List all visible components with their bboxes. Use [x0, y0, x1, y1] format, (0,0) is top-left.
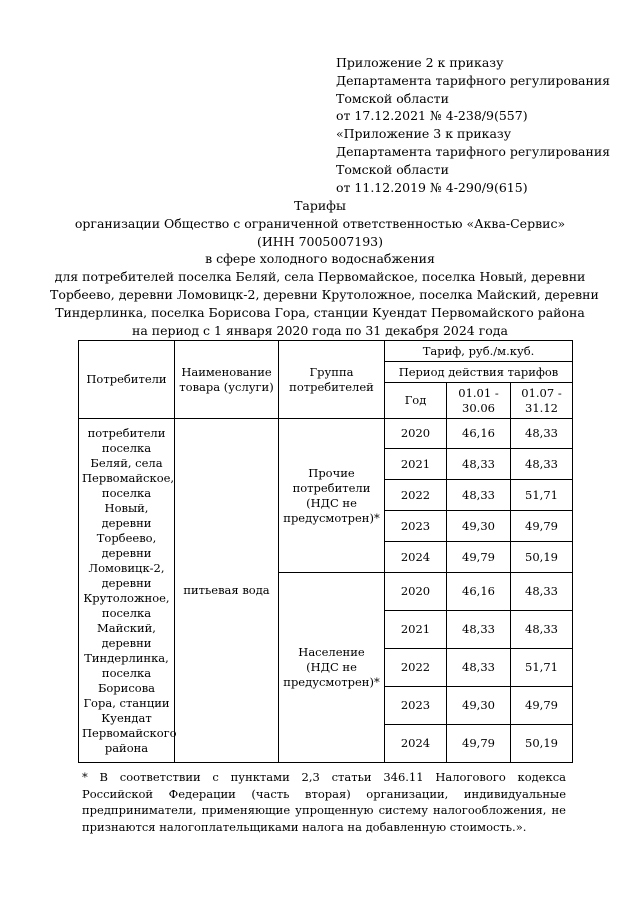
- tariff-h2-cell: 49,79: [511, 687, 573, 725]
- tariff-h2-cell: 50,19: [511, 542, 573, 573]
- tariff-h2-cell: 51,71: [511, 649, 573, 687]
- tariff-table: [78, 340, 573, 763]
- appendix-line: Департамента тарифного регулирования: [336, 72, 611, 88]
- footnote: * В соответствии с пунктами 2,3 статьи 346.11 Налогового кодекса Российской Федерации (часть вторая) организации, индивидуальные предприниматели, применяющие упрощенную систему налогообложения, не признаются налогоплательщиками налога на добавленную стоимость.».: [82, 770, 566, 834]
- title-line: организации Общество с ограниченной ответственностью «Аква-Сервис»: [74, 215, 566, 231]
- tariff-h1-cell: 48,33: [447, 480, 511, 511]
- title-line: (ИНН 7005007193): [257, 233, 383, 249]
- title-line: на период с 1 января 2020 года по 31 декабря 2024 года: [132, 322, 508, 338]
- tariff-h1-cell: 46,16: [447, 419, 511, 449]
- appendix-line: Департамента тарифного регулирования: [336, 143, 611, 159]
- header-tariff: Тариф, руб./м.куб.: [385, 341, 573, 362]
- title-line: Торбеево, деревни Ломовицк-2, деревни Крутоложное, поселка Майский, деревни: [50, 286, 599, 302]
- title-line: в сфере холодного водоснабжения: [205, 251, 435, 267]
- appendix-reference: [336, 54, 610, 196]
- tariff-h1-cell: 48,33: [447, 449, 511, 480]
- year-cell: 2024: [385, 725, 447, 763]
- title-line: для потребителей поселка Беляй, села Первомайское, поселка Новый, деревни: [54, 269, 586, 285]
- tariff-h1-cell: 49,79: [447, 725, 511, 763]
- document-title: [50, 197, 599, 339]
- year-cell: 2022: [385, 649, 447, 687]
- tariff-h2-cell: 48,33: [511, 449, 573, 480]
- tariff-h2-cell: 51,71: [511, 480, 573, 511]
- appendix-line: от 17.12.2021 № 4-238/9(557): [336, 108, 528, 124]
- year-cell: 2021: [385, 611, 447, 649]
- year-cell: 2023: [385, 687, 447, 725]
- header-half1: 01.01 - 30.06: [447, 383, 511, 419]
- appendix-line: Томской области: [336, 90, 449, 106]
- year-cell: 2023: [385, 511, 447, 542]
- header-consumers: Потребители: [79, 341, 175, 419]
- tariff-h1-cell: 49,79: [447, 542, 511, 573]
- appendix-line: «Приложение 3 к приказу: [336, 126, 512, 142]
- year-cell: 2020: [385, 573, 447, 611]
- header-product: Наименование товара (услуги): [175, 341, 279, 419]
- header-half2: 01.07 - 31.12: [511, 383, 573, 419]
- tariff-h2-cell: 48,33: [511, 419, 573, 449]
- table-row: [79, 419, 573, 449]
- tariff-h1-cell: 48,33: [447, 649, 511, 687]
- year-cell: 2024: [385, 542, 447, 573]
- tariff-h2-cell: 49,79: [511, 511, 573, 542]
- tariff-h1-cell: 49,30: [447, 687, 511, 725]
- year-cell: 2021: [385, 449, 447, 480]
- header-group: Группа потребителей: [279, 341, 385, 419]
- tariff-h1-cell: 46,16: [447, 573, 511, 611]
- tariff-h1-cell: 48,33: [447, 611, 511, 649]
- group-cell: Прочие потребители (НДС не предусмотрен)*: [279, 419, 385, 573]
- tariff-h1-cell: 49,30: [447, 511, 511, 542]
- header-period: Период действия тарифов: [385, 362, 573, 383]
- group-cell: Население (НДС не предусмотрен)*: [279, 573, 385, 763]
- title-line: Тарифы: [294, 198, 346, 213]
- product-cell: питьевая вода: [175, 419, 279, 763]
- table-header-row: [79, 341, 573, 362]
- title-line: Тиндерлинка, поселка Борисова Гора, станции Куендат Первомайского района: [55, 304, 585, 320]
- header-year: Год: [385, 383, 447, 419]
- tariff-h2-cell: 48,33: [511, 573, 573, 611]
- tariff-h2-cell: 50,19: [511, 725, 573, 763]
- appendix-line: Приложение 2 к приказу: [336, 55, 504, 70]
- year-cell: 2020: [385, 419, 447, 449]
- tariff-h2-cell: 48,33: [511, 611, 573, 649]
- appendix-line: от 11.12.2019 № 4-290/9(615): [336, 179, 528, 195]
- year-cell: 2022: [385, 480, 447, 511]
- appendix-line: Томской области: [336, 161, 449, 177]
- consumers-cell: потребители поселка Беляй, села Первомайское, поселка Новый, деревни Торбеево, деревни Ломовицк-2, деревни Крутоложное, поселка Майский, деревни Тиндерлинка, поселка Борисова Гора, станции Куендат Первомайского района: [79, 419, 175, 763]
